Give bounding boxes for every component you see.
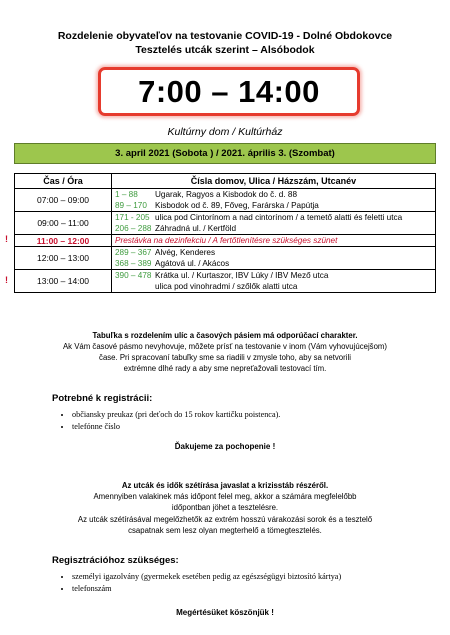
col-time-header: Čas / Óra xyxy=(15,174,112,189)
house-number-range: 289 – 367 xyxy=(115,248,152,257)
hu-line-2: Amennyiben valakinek más időpont felel meg, akkor a számára megfelelőbb xyxy=(93,492,357,501)
street-names: Krátka ul. / Kurtaszor, IBV Lúky / IBV Mező utca xyxy=(155,271,329,280)
title-hu: Tesztelés utcák szerint – Alsóbodok xyxy=(135,44,315,56)
col-streets-header: Čísla domov, Ulica / Házszám, Utcanév xyxy=(112,174,436,189)
street-line xyxy=(115,235,432,246)
hu-registration-list xyxy=(56,571,341,595)
sk-line-3: čase. Pri spracovaní tabuľky sme sa riadili v zmysle toho, aby sa netvorili xyxy=(99,353,351,362)
street-names: Kisbodok od č. 89, Főveg, Farárska / Papútja xyxy=(155,201,319,210)
sk-line-1: Tabuľka s rozdelením ulíc a časových pásiem má odporúčací charakter. xyxy=(92,331,358,340)
street-names: Prestávka na dezinfekciu / A fertőtlenítésre szükséges szünet xyxy=(115,236,338,245)
table-row xyxy=(15,235,436,247)
street-line xyxy=(115,247,432,258)
table-row xyxy=(15,189,436,212)
sk-thanks: Ďakujeme za pochopenie ! xyxy=(174,442,276,451)
streets-cell xyxy=(112,189,436,212)
street-line xyxy=(115,189,432,200)
sk-line-2: Ak Vám časové pásmo nevyhovuje, môžete prísť na testovanie v inom (Vám vyhovujúcejšom) xyxy=(62,342,388,351)
time-cell: 11:00 – 12:00 xyxy=(15,235,112,247)
streets-cell xyxy=(112,247,436,270)
street-line xyxy=(115,223,432,234)
time-cell: 13:00 – 14:00 xyxy=(15,270,112,293)
list-item: • személyi igazolvány (gyermekek esetében pedig az egészségügyi biztosító kártya) xyxy=(72,571,341,583)
streets-cell xyxy=(112,235,436,247)
venue: Kultúrny dom / Kultúrház xyxy=(167,126,283,138)
street-names: Agátová ul. / Akácos xyxy=(155,259,230,268)
street-line xyxy=(115,200,432,211)
hu-registration-heading: Regisztrációhoz szükséges: xyxy=(52,555,179,566)
time-cell: 09:00 – 11:00 xyxy=(15,212,112,235)
table-row xyxy=(15,247,436,270)
hu-line-3: időpontban jöhet a tesztelésre. xyxy=(171,503,279,512)
sk-registration-heading: Potrebné k registrácii: xyxy=(52,393,153,404)
house-number-range: 171 - 205 xyxy=(115,213,150,222)
street-names: Záhradná ul. / Kertföld xyxy=(155,224,237,233)
sk-line-4: extrémne dlhé rady a aby sme nepreťažovali testovací tím. xyxy=(123,364,327,373)
list-item: • telefonszám xyxy=(72,583,341,595)
street-line xyxy=(115,212,432,223)
title-sk: Rozdelenie obyvateľov na testovanie COVID-19 - Dolné Obdokovce xyxy=(57,30,393,42)
house-number-range: 1 – 88 xyxy=(115,190,138,199)
warning-mark-icon: ! xyxy=(5,234,8,244)
house-number-range: 206 – 288 xyxy=(115,224,152,233)
house-number-range: 368 – 389 xyxy=(115,259,152,268)
hu-line-5: csapatnak sem lesz olyan megterhelő a tömegtesztelés. xyxy=(128,526,322,535)
time-cell: 12:00 – 13:00 xyxy=(15,247,112,270)
house-number-range: 89 – 170 xyxy=(115,201,147,210)
time-range-box: 7:00 – 14:00 xyxy=(98,67,360,116)
street-names: ulica pod Cintorínom a nad cintorínom / a temető alatti és feletti utca xyxy=(155,213,403,222)
sk-registration-list xyxy=(56,409,280,433)
house-number-range: 390 – 478 xyxy=(115,271,152,280)
table-row xyxy=(15,212,436,235)
table-row xyxy=(15,270,436,293)
list-item: • občiansky preukaz (pri deťoch do 15 rokov kartičku poistenca). xyxy=(72,409,280,421)
street-names: Ugarak, Ragyos a Kisbodok do č. d. 88 xyxy=(155,190,297,199)
street-names: Alvég, Kenderes xyxy=(155,248,216,257)
hu-thanks: Megértésüket köszönjük ! xyxy=(176,608,274,617)
streets-cell xyxy=(112,270,436,293)
hu-line-1: Az utcák és idők szétírása javaslat a krizisstáb részéről. xyxy=(121,481,329,490)
table-header-row xyxy=(15,174,436,189)
street-line xyxy=(115,281,432,292)
street-names: ulica pod vinohradmi / szőlők alatti utca xyxy=(155,282,298,291)
warning-mark-icon: ! xyxy=(5,274,8,285)
streets-cell xyxy=(112,212,436,235)
hu-line-4: Az utcák szétírásával megelőzhetők az extrém hosszú várakozási sorok és a tesztelő xyxy=(77,515,373,524)
street-line xyxy=(115,258,432,269)
time-cell: 07:00 – 09:00 xyxy=(15,189,112,212)
street-line xyxy=(115,270,432,281)
list-item: • telefónne číslo xyxy=(72,421,280,433)
date-bar: 3. april 2021 (Sobota ) / 2021. április 3. (Szombat) xyxy=(14,143,436,164)
schedule-table xyxy=(14,173,436,293)
